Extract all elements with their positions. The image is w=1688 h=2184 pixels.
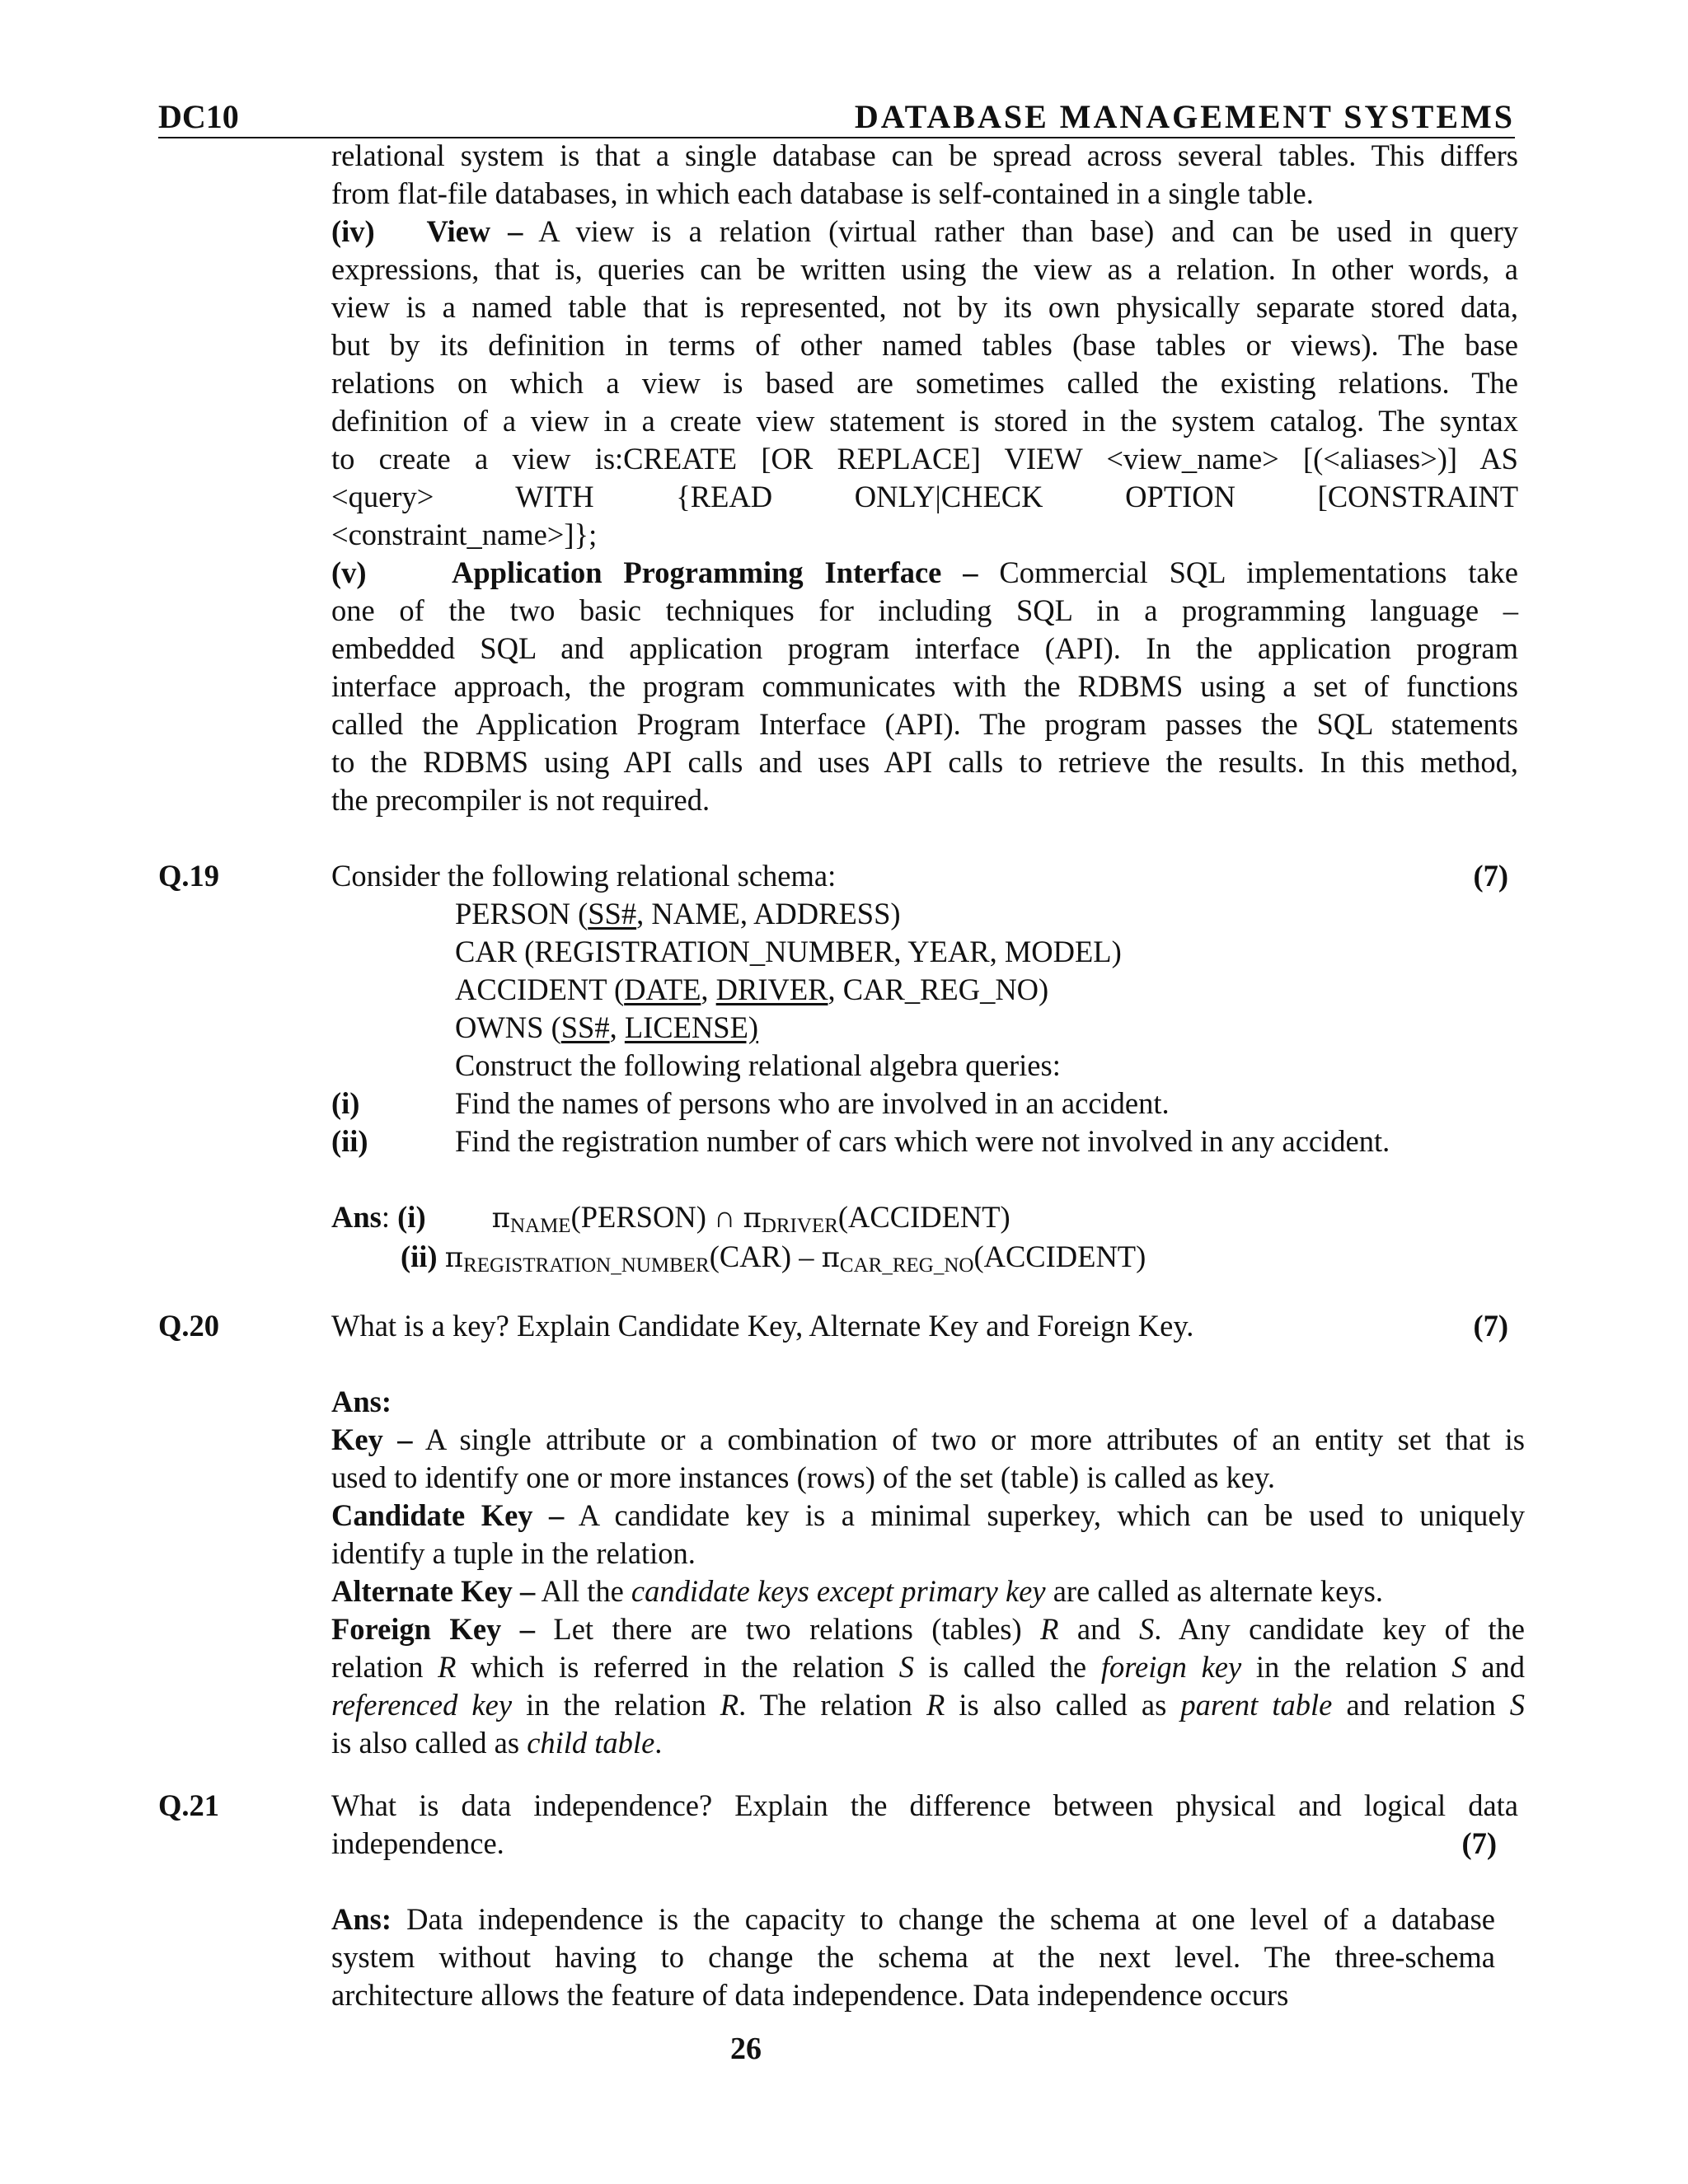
sub-question-label: (i) [331,1086,360,1120]
primary-key: SS# [588,897,637,930]
view-definition-first-line [331,213,1518,251]
marks: (7) [1461,1826,1497,1860]
text-line: used to identify one or more instances (rows) of the set (table) is called as key. [331,1460,1275,1494]
question-number: Q.19 [158,859,220,893]
pi-symbol: π [444,1241,464,1274]
text-line: to create a view is:CREATE [OR REPLACE] VIEW <view_name> [(<aliases>)] AS [331,442,1518,476]
primary-key: SS# [560,1010,610,1044]
alternate-key-definition: Alternate Key – All the candidate keys except primary key are called as alternate keys. [331,1574,1383,1608]
answer-label-line [331,1383,1518,1421]
alternate-key-term: Alternate Key – [331,1574,536,1608]
projection-subscript: CAR_REG_NO [839,1254,974,1277]
intersection-operator: ∩ [713,1200,736,1234]
schema-owns: OWNS (SS#, LICENSE) [455,1010,759,1044]
course-code: DC10 [158,98,239,135]
question-number: Q.21 [158,1788,220,1822]
sub-question-ii [331,1122,1518,1160]
answer-21-first-line: Ans: Data independence is the capacity to change the schema at one level of a database [331,1902,1495,1936]
text-line: definition of a view in a create view statement is stored in the system catalog. The syntax [331,404,1518,438]
text-line: called the Application Program Interface (API). The program passes the SQL statements [331,707,1518,741]
item-label: (iv) [331,214,375,248]
question-text: What is data independence? Explain the difference between physical and logical data [331,1788,1518,1822]
schema-car: CAR (REGISTRATION_NUMBER, YEAR, MODEL) [455,935,1122,968]
projection-subscript: REGISTRATION_NUMBER [463,1254,710,1277]
question-20 [158,1307,1518,1345]
text-line: <constraint_name>]}; [331,518,598,551]
view-term: View – [426,214,523,248]
text-line: is also called as child table. [331,1726,663,1760]
answer-label: Ans: [331,1385,392,1418]
schema-accident: ACCIDENT (DATE, DRIVER, CAR_REG_NO) [455,972,1049,1006]
candidate-key-definition: Candidate Key – A candidate key is a minimal superkey, which can be used to uniquely [331,1498,1525,1532]
answer-19-ii: (ii) πREGISTRATION_NUMBER(CAR) – πCAR_REG_NO(ACCIDENT) [401,1240,1146,1277]
question-text: Consider the following relational schema: [331,859,837,893]
text-line: relations on which a view is based are sometimes called the existing relations. The [331,366,1518,400]
marks: (7) [1473,859,1508,893]
text-line: identify a tuple in the relation. [331,1536,696,1570]
sub-question-text: Find the names of persons who are involved in an accident. [455,1086,1170,1120]
page-number: 26 [730,2032,762,2066]
foreign-key-definition: Foreign Key – Let there are two relations (tables) R and S. Any candidate key of the [331,1612,1526,1646]
primary-key: DRIVER [715,972,828,1006]
api-definition-first-line [331,554,1518,592]
text-line: from flat-file databases, in which each database is self-contained in a single table. [331,176,1314,210]
page-header [158,97,1515,138]
text-line: <query> WITH {READ ONLY|CHECK OPTION [CONSTRAINT [331,480,1518,513]
sub-question-label: (ii) [331,1124,368,1158]
answer-label: Ans [331,1200,382,1234]
pi-symbol: π [491,1202,510,1235]
projection-subscript: NAME [509,1215,571,1237]
item-label: (v) [331,555,367,589]
key-term: Key – [331,1422,413,1456]
sub-question-text: Find the registration number of cars which were not involved in any accident. [455,1124,1390,1158]
text-line: architecture allows the feature of data independence. Data independence occurs [331,1978,1289,2012]
construct-instruction: Construct the following relational algebra queries: [455,1048,1061,1082]
question-text: What is a key? Explain Candidate Key, Alternate Key and Foreign Key. [331,1309,1194,1343]
marks: (7) [1473,1309,1508,1343]
difference-operator: – [799,1240,814,1273]
candidate-key-term: Candidate Key – [331,1498,565,1532]
primary-key: DATE [624,972,701,1006]
answer-part-label: (i) [397,1200,426,1234]
api-term: Application Programming Interface – [451,555,978,589]
text-line: the precompiler is not required. [331,783,710,817]
text-line: relation R which is referred in the relation S is called the foreign key in the relation S and [331,1650,1526,1684]
question-21 [158,1787,1518,1825]
text-line: relational system is that a single database can be spread across several tables. This differs [331,138,1518,172]
text-line: interface approach, the program communicates with the RDBMS using a set of functions [331,669,1518,703]
text-line: referenced key in the relation R. The relation R is also called as parent table and relation S [331,1688,1526,1722]
text-span: A view is a relation (virtual rather than base) and can be used in query [538,214,1518,248]
answer-part-label: (ii) [401,1240,438,1273]
question-21-continued [331,1825,1518,1863]
key-definition: Key – A single attribute or a combination of two or more attributes of an entity set that is [331,1422,1525,1456]
question-19 [158,857,1518,895]
text-line: expressions, that is, queries can be written using the view as a relation. In other words, a [331,252,1518,286]
text-line: one of the two basic techniques for including SQL in a programming language – [331,593,1518,627]
answer-19-i: Ans: (i) πNAME(PERSON) ∩ πDRIVER(ACCIDENT) [331,1200,1010,1237]
schema-person: PERSON (SS#, NAME, ADDRESS) [455,897,901,930]
projection-subscript: DRIVER [761,1215,838,1237]
sub-question-i [331,1085,1518,1122]
text-line: to the RDBMS using API calls and uses API calls to retrieve the results. In this method, [331,745,1518,779]
text-line: system without having to change the schema at the next level. The three-schema [331,1940,1495,1974]
question-number: Q.20 [158,1309,220,1343]
pi-symbol: π [743,1202,762,1235]
text-line: but by its definition in terms of other named tables (base tables or views). The base [331,328,1518,362]
foreign-key-term: Foreign Key – [331,1612,535,1646]
question-text: independence. [331,1826,504,1860]
pi-symbol: π [821,1241,840,1274]
text-span: Commercial SQL implementations take [999,555,1518,589]
answer-label: Ans: [331,1902,392,1936]
text-line: view is a named table that is represented, not by its own physically separate stored data, [331,290,1518,324]
page-body [158,137,1526,2014]
text-line: embedded SQL and application program interface (API). In the application program [331,631,1518,665]
subject-title: DATABASE MANAGEMENT SYSTEMS [854,98,1515,135]
primary-key: LICENSE) [624,1010,759,1044]
